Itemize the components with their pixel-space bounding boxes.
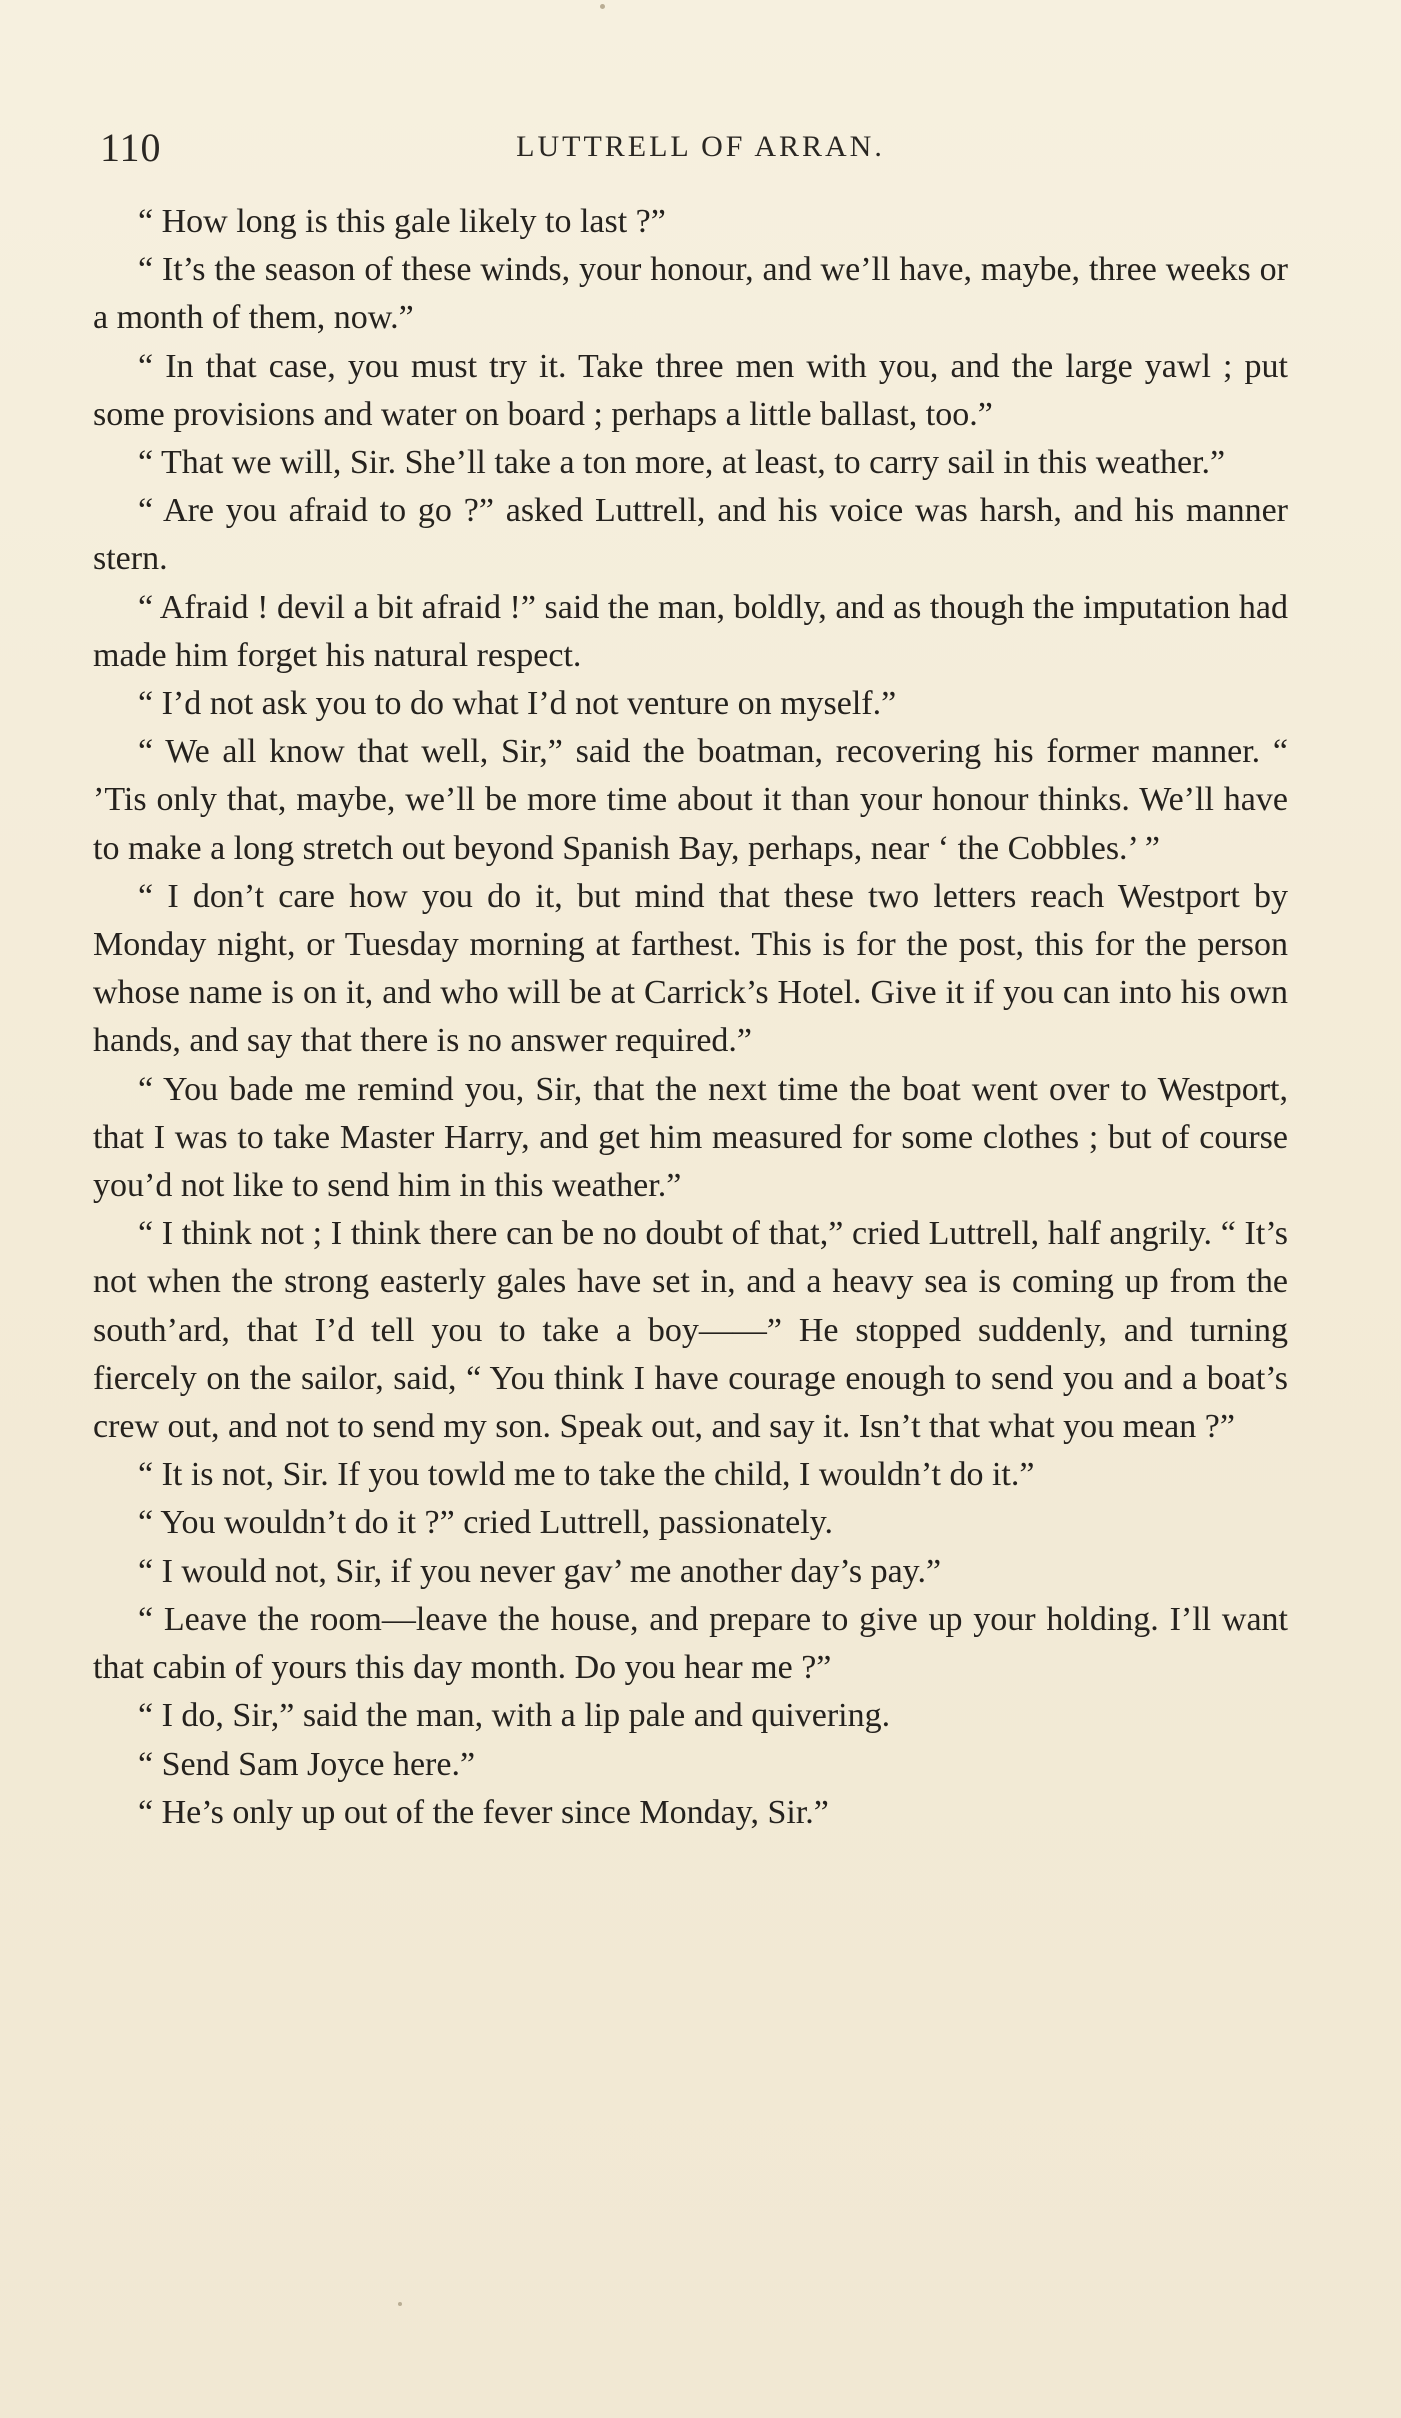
paragraph: “ I would not, Sir, if you never gav’ me another day’s pay.” xyxy=(138,1552,942,1590)
paragraph: “ I’d not ask you to do what I’d not venture on myself.” xyxy=(138,685,897,723)
paragraph: “ You bade me remind you, Sir, that the next time the boat went over to Westport, that I was to take Master Harry, and get him measured for some clothes ; but of course you’d not like to send him in this weather.” xyxy=(93,1070,1288,1205)
paragraph: “ Leave the room—leave the house, and prepare to give up your holding. I’ll want that cabin of yours this day month. Do you hear me ?” xyxy=(93,1600,1288,1687)
paragraph: “ How long is this gale likely to last ?” xyxy=(138,203,666,240)
body-text xyxy=(93,198,1288,1837)
paragraph: “ It is not, Sir. If you towld me to take the child, I wouldn’t do it.” xyxy=(138,1456,1035,1494)
paper-speck xyxy=(600,4,605,9)
paper-speck xyxy=(398,2302,402,2306)
paragraph: “ In that case, you must try it. Take three men with you, and the large yawl ; put some provisions and water on board ; perhaps a little ballast, too.” xyxy=(93,347,1288,433)
paragraph: “ I don’t care how you do it, but mind that these two letters reach Westport by Monday night, or Tuesday morning at farthest. This is for the post, this for the person whose name is on it, and who will be at Carrick’s Hotel. Give it if you can into his own hands, and say that there is no answer required.” xyxy=(93,877,1288,1060)
paragraph: “ Send Sam Joyce here.” xyxy=(138,1745,476,1783)
running-title: LUTTRELL OF ARRAN. xyxy=(516,130,885,163)
paragraph: “ Are you afraid to go ?” asked Luttrell, and his voice was harsh, and his manner stern. xyxy=(93,492,1288,578)
paragraph: “ It’s the season of these winds, your honour, and we’ll have, maybe, three weeks or a month of them, now.” xyxy=(93,251,1288,337)
paragraph: “ We all know that well, Sir,” said the boatman, recovering his former manner. “ ’Tis only that, maybe, we’ll be more time about it than your honour thinks. We’ll have to make a long stretch out beyond Spanish Bay, perhaps, near ‘ the Cobbles.’ ” xyxy=(93,733,1288,867)
paragraph: “ That we will, Sir. She’ll take a ton more, at least, to carry sail in this weather.” xyxy=(138,444,1226,482)
paragraph: “ I do, Sir,” said the man, with a lip pale and quivering. xyxy=(138,1697,891,1735)
page-number: 110 xyxy=(100,125,162,170)
paragraph: “ You wouldn’t do it ?” cried Luttrell, passionately. xyxy=(138,1504,833,1542)
paragraph: “ He’s only up out of the fever since Monday, Sir.” xyxy=(138,1793,829,1831)
paragraph: “ Afraid ! devil a bit afraid !” said the man, boldly, and as though the imputation had made him forget his natural respect. xyxy=(93,588,1288,674)
paragraph: “ I think not ; I think there can be no doubt of that,” cried Luttrell, half angrily. “ It’s not when the strong easterly gales have set in, and a heavy sea is coming up from the south’ard, that I’d tell you to take a boy——” He stopped suddenly, and turning fiercely on the sailor, said, “ You think I have courage enough to send you and a boat’s crew out, and not to send my son. Speak out, and say it. Isn’t that what you mean ?” xyxy=(93,1215,1288,1446)
